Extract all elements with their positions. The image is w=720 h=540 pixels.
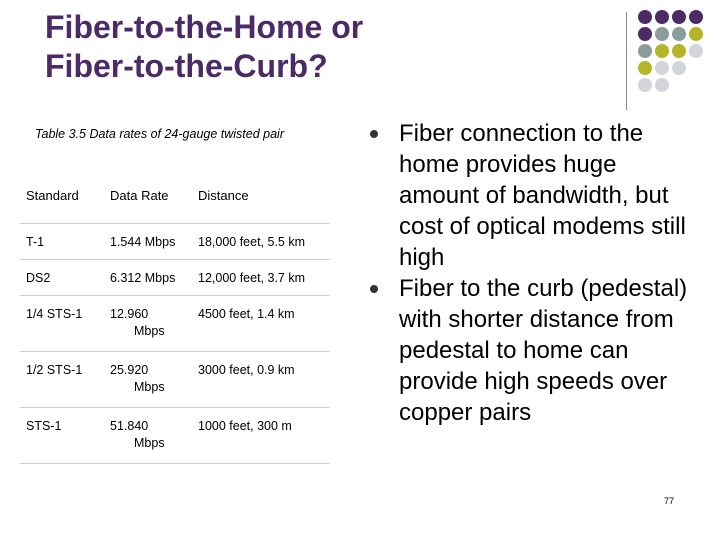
decorative-dot [638, 44, 652, 58]
cell-standard: T-1 [20, 223, 102, 259]
decorative-dot [689, 78, 703, 92]
cell-data-rate: 1.544 Mbps [102, 223, 192, 259]
data-rates-table [20, 175, 330, 464]
cell-data-rate: 12.960 Mbps [102, 295, 192, 351]
cell-standard: 1/2 STS-1 [20, 351, 102, 407]
decorative-dot [655, 61, 669, 75]
decorative-dot [638, 10, 652, 24]
cell-standard: STS-1 [20, 407, 102, 463]
table-row [20, 223, 330, 259]
cell-data-rate: 25.920 Mbps [102, 351, 192, 407]
table-caption: Table 3.5 Data rates of 24-gauge twisted pair [35, 127, 284, 141]
cell-distance: 18,000 feet, 5.5 km [192, 223, 330, 259]
bullet-text: Fiber connection to the home provides huge amount of bandwidth, but cost of optical modems still high [399, 120, 686, 271]
bullet-list [366, 118, 696, 428]
cell-distance: 3000 feet, 0.9 km [192, 351, 330, 407]
decorative-dot [689, 27, 703, 41]
decorative-dot [655, 27, 669, 41]
table-row [20, 259, 330, 295]
page-number: 77 [664, 496, 675, 506]
decorative-dot [655, 10, 669, 24]
decorative-dot [672, 10, 686, 24]
header-data-rate: Data Rate [102, 175, 192, 223]
decorative-dot [672, 61, 686, 75]
table-row [20, 351, 330, 407]
decorative-dot [689, 10, 703, 24]
decorative-dot [672, 27, 686, 41]
bullet-item [366, 118, 696, 273]
header-standard: Standard [20, 175, 102, 223]
bullet-dot-icon [370, 285, 378, 293]
decorative-dot [638, 61, 652, 75]
table-row [20, 295, 330, 351]
title-line-2: Fiber-to-the-Curb? [45, 48, 328, 84]
decorative-dot [672, 78, 686, 92]
bullet-item [366, 273, 696, 428]
decorative-dot [655, 78, 669, 92]
bullet-text: Fiber to the curb (pedestal) with shorter distance from pedestal to home can provide high speeds over copper pairs [399, 275, 688, 426]
decorative-dot-grid [638, 10, 706, 95]
cell-standard: 1/4 STS-1 [20, 295, 102, 351]
decorative-divider [626, 12, 627, 110]
decorative-dot [672, 44, 686, 58]
title-line-1: Fiber-to-the-Home or [45, 9, 364, 45]
header-distance: Distance [192, 175, 330, 223]
cell-distance: 1000 feet, 300 m [192, 407, 330, 463]
decorative-dot [655, 44, 669, 58]
cell-distance: 12,000 feet, 3.7 km [192, 259, 330, 295]
decorative-dot [689, 61, 703, 75]
cell-data-rate: 51.840 Mbps [102, 407, 192, 463]
table-header-row [20, 175, 330, 223]
decorative-dot [689, 44, 703, 58]
decorative-dot [638, 27, 652, 41]
cell-distance: 4500 feet, 1.4 km [192, 295, 330, 351]
table-row [20, 407, 330, 463]
cell-data-rate: 6.312 Mbps [102, 259, 192, 295]
decorative-dot [638, 78, 652, 92]
cell-standard: DS2 [20, 259, 102, 295]
slide-title [45, 8, 605, 86]
bullet-dot-icon [370, 130, 378, 138]
